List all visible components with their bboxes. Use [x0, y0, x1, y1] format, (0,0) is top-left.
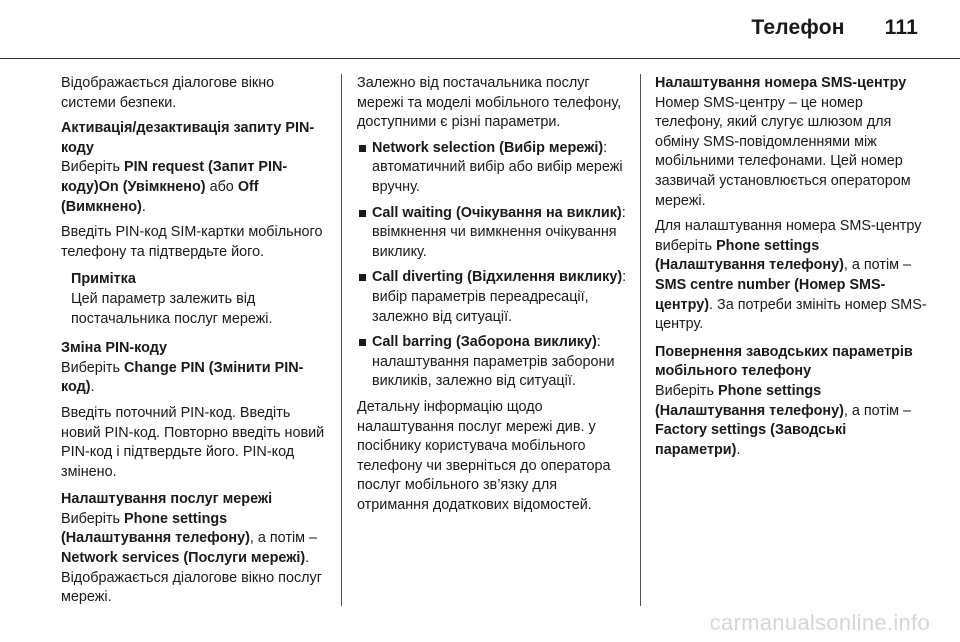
- network-services-heading: Налаштування послуг мережі: [61, 491, 273, 508]
- pin-request-text: Введіть PIN-код SIM-картки мобільного телефону та підтвердьте його.: [61, 224, 323, 260]
- column-1: [61, 74, 331, 614]
- list-item: Call barring (Заборона виклику): налаштування параметрів заборони викликів, залежно від ситуації.: [357, 333, 629, 392]
- column-3: [655, 74, 927, 466]
- phone-settings-option: Phone settings (Налаштування телефону): [61, 510, 250, 547]
- list-item: Call waiting (Очікування на виклик): ввімкнення чи вимкнення очікування виклику.: [357, 204, 629, 263]
- col2-intro: Залежно від постачальника послуг мережі та моделі мобільного телефону, доступними є різні параметри.: [357, 75, 622, 131]
- sms-centre-description: Номер SMS-центру – це номер телефону, який слугує шлюзом для обміну SMS-повідомленнями між мобільними телефонами. Цей номер зазвичай установлюється оператором мережі.: [655, 94, 911, 209]
- change-pin-text: Введіть поточний PIN-код. Введіть новий PIN-код. Повторно введіть новий PIN-код і підтвердьте його. PIN-код змінено.: [61, 404, 325, 480]
- pin-request-instruction: Виберіть PIN request (Запит PIN-коду)On (Увімкнено) або Off (Вимкнено).: [61, 159, 288, 215]
- pin-request-heading: Активація/дезактивація запиту PIN-коду: [61, 120, 315, 156]
- sms-centre-heading: Налаштування номера SMS-центру: [655, 75, 907, 91]
- col2-outro: Детальну інформацію щодо налаштування послуг мережі див. у посібнику користувача мобільного телефону чи зверніться до оператора послуг мобільного зв’язку для отримання додаткових відомостей.: [357, 398, 611, 513]
- phone-settings-option: Phone settings (Налаштування телефону): [655, 237, 844, 274]
- change-pin-heading: Зміна PIN-коду: [61, 340, 168, 357]
- column-divider-1: [341, 74, 342, 606]
- column-2: [357, 74, 629, 521]
- factory-settings-option: Factory settings (Заводські параметри): [655, 422, 847, 458]
- page-header: [751, 16, 918, 40]
- list-item: Call diverting (Відхилення виклику): вибір параметрів переадресації, залежно від ситуації.: [357, 268, 629, 327]
- network-services-text: Виберіть Phone settings (Налаштування телефону), а потім – Network services (Послуги мережі). Відображається діалогове вікно послуг мережі.: [61, 510, 322, 606]
- change-pin-option: Change PIN (Змінити PIN-код): [61, 359, 304, 396]
- factory-reset-instruction: Виберіть Phone settings (Налаштування телефону), а потім – Factory settings (Заводські параметри).: [655, 382, 912, 458]
- list-item: Network selection (Вибір мережі): автоматичний вибір або вибір мережі вручну.: [357, 139, 629, 198]
- sms-centre-option: SMS centre number (Номер SMS-центру): [655, 276, 886, 313]
- column-divider-2: [640, 74, 641, 606]
- page-title: Телефон: [751, 16, 845, 39]
- change-pin-instruction: Виберіть Change PIN (Змінити PIN-код).: [61, 359, 304, 396]
- sms-centre-instruction: Для налаштування номера SMS-центру виберіть Phone settings (Налаштування телефону), а потім – SMS centre number (Номер SMS-центру). За потреби змініть номер SMS-центру.: [655, 218, 927, 333]
- note-title: Примітка: [71, 271, 136, 288]
- factory-reset-heading: Повернення заводських параметрів мобільного телефону: [655, 343, 913, 380]
- watermark: carmanualsonline.info: [709, 610, 930, 635]
- pin-request-option: PIN request (Запит PIN-коду)On (Увімкнено): [61, 159, 288, 195]
- col1-intro: Відображається діалогове вікно системи безпеки.: [61, 75, 275, 111]
- off-option: Off (Вимкнено): [61, 178, 259, 215]
- page-number: 111: [884, 16, 918, 39]
- network-services-option: Network services (Послуги мережі): [61, 550, 306, 567]
- network-options-list: [357, 139, 629, 392]
- note-text: Цей параметр залежить від постачальника послуг мережі.: [71, 290, 273, 327]
- note-box: [71, 270, 331, 329]
- phone-settings-option: Phone settings (Налаштування телефону): [655, 382, 844, 419]
- header-rule: [0, 58, 960, 59]
